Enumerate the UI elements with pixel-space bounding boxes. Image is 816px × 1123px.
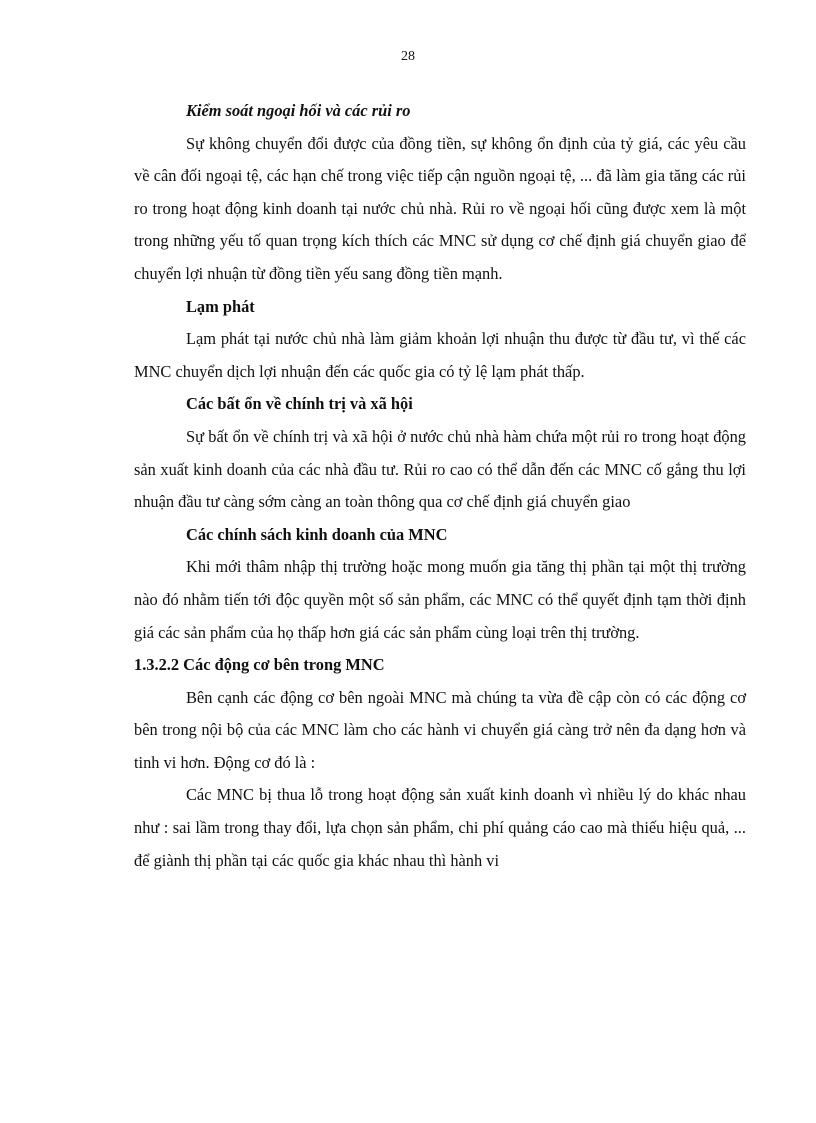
paragraph-instability: Sự bất ổn về chính trị và xã hội ở nước chủ nhà hàm chứa một rủi ro trong hoạt động sản xuất kinh doanh của các nhà đầu tư. Rủi ro cao có thể dẫn đến các MNC cố gắng thu lợi nhuận đầu tư càng sớm càng an toàn thông qua cơ chế định giá chuyển giao xyxy=(134,426,746,512)
heading-forex: Kiểm soát ngoại hối và các rủi ro xyxy=(186,101,411,120)
document-body xyxy=(134,95,746,877)
page-number: 28 xyxy=(401,49,415,64)
paragraph-internal-2: Các MNC bị thua lỗ trong hoạt động sản xuất kinh doanh vì nhiều lý do khác nhau như : sai lầm trong thay đổi, lựa chọn sản phẩm, chi phí quảng cáo cao mà thiếu hiệu quả, ... để giành thị phần tại các quốc gia khác nhau thì hành vi xyxy=(134,785,746,870)
paragraph-internal-1: Bên cạnh các động cơ bên ngoài MNC mà chúng ta vừa đề cập còn có các động cơ bên trong nội bộ của các MNC làm cho các hành vi chuyển giá càng trở nên đa dạng hơn và tinh vi hơn. Động cơ đó là : xyxy=(134,687,746,772)
paragraph-policies: Khi mới thâm nhập thị trường hoặc mong muốn gia tăng thị phần tại một thị trường nào đó nhằm tiến tới độc quyền một số sản phẩm, các MNC có thể quyết định tạm thời định giá các sản phẩm của họ thấp hơn giá các sản phẩm cùng loại trên thị trường. xyxy=(134,557,746,642)
heading-policies: Các chính sách kinh doanh của MNC xyxy=(186,524,448,544)
heading-inflation: Lạm phát xyxy=(186,296,255,316)
paragraph-inflation: Lạm phát tại nước chủ nhà làm giảm khoản lợi nhuận thu được từ đầu tư, vì thế các MNC chuyển dịch lợi nhuận đến các quốc gia có tỷ lệ lạm phát thấp. xyxy=(134,329,746,381)
heading-instability: Các bất ổn về chính trị và xã hội xyxy=(186,394,413,414)
paragraph-forex: Sự không chuyển đổi được của đồng tiền, sự không ổn định của tỷ giá, các yêu cầu về cân đối ngoại tệ, các hạn chế trong việc tiếp cận nguồn ngoại tệ, ... đã làm gia tăng các rủi ro trong hoạt động kinh doanh tại nước chủ nhà. Rủi ro về ngoại hối cũng được xem là một trong những yếu tố quan trọng kích thích các MNC sử dụng cơ chế định giá chuyển giao để chuyển lợi nhuận từ đồng tiền yếu sang đồng tiền mạnh. xyxy=(134,133,746,283)
heading-internal-motives: 1.3.2.2 Các động cơ bên trong MNC xyxy=(134,655,385,675)
